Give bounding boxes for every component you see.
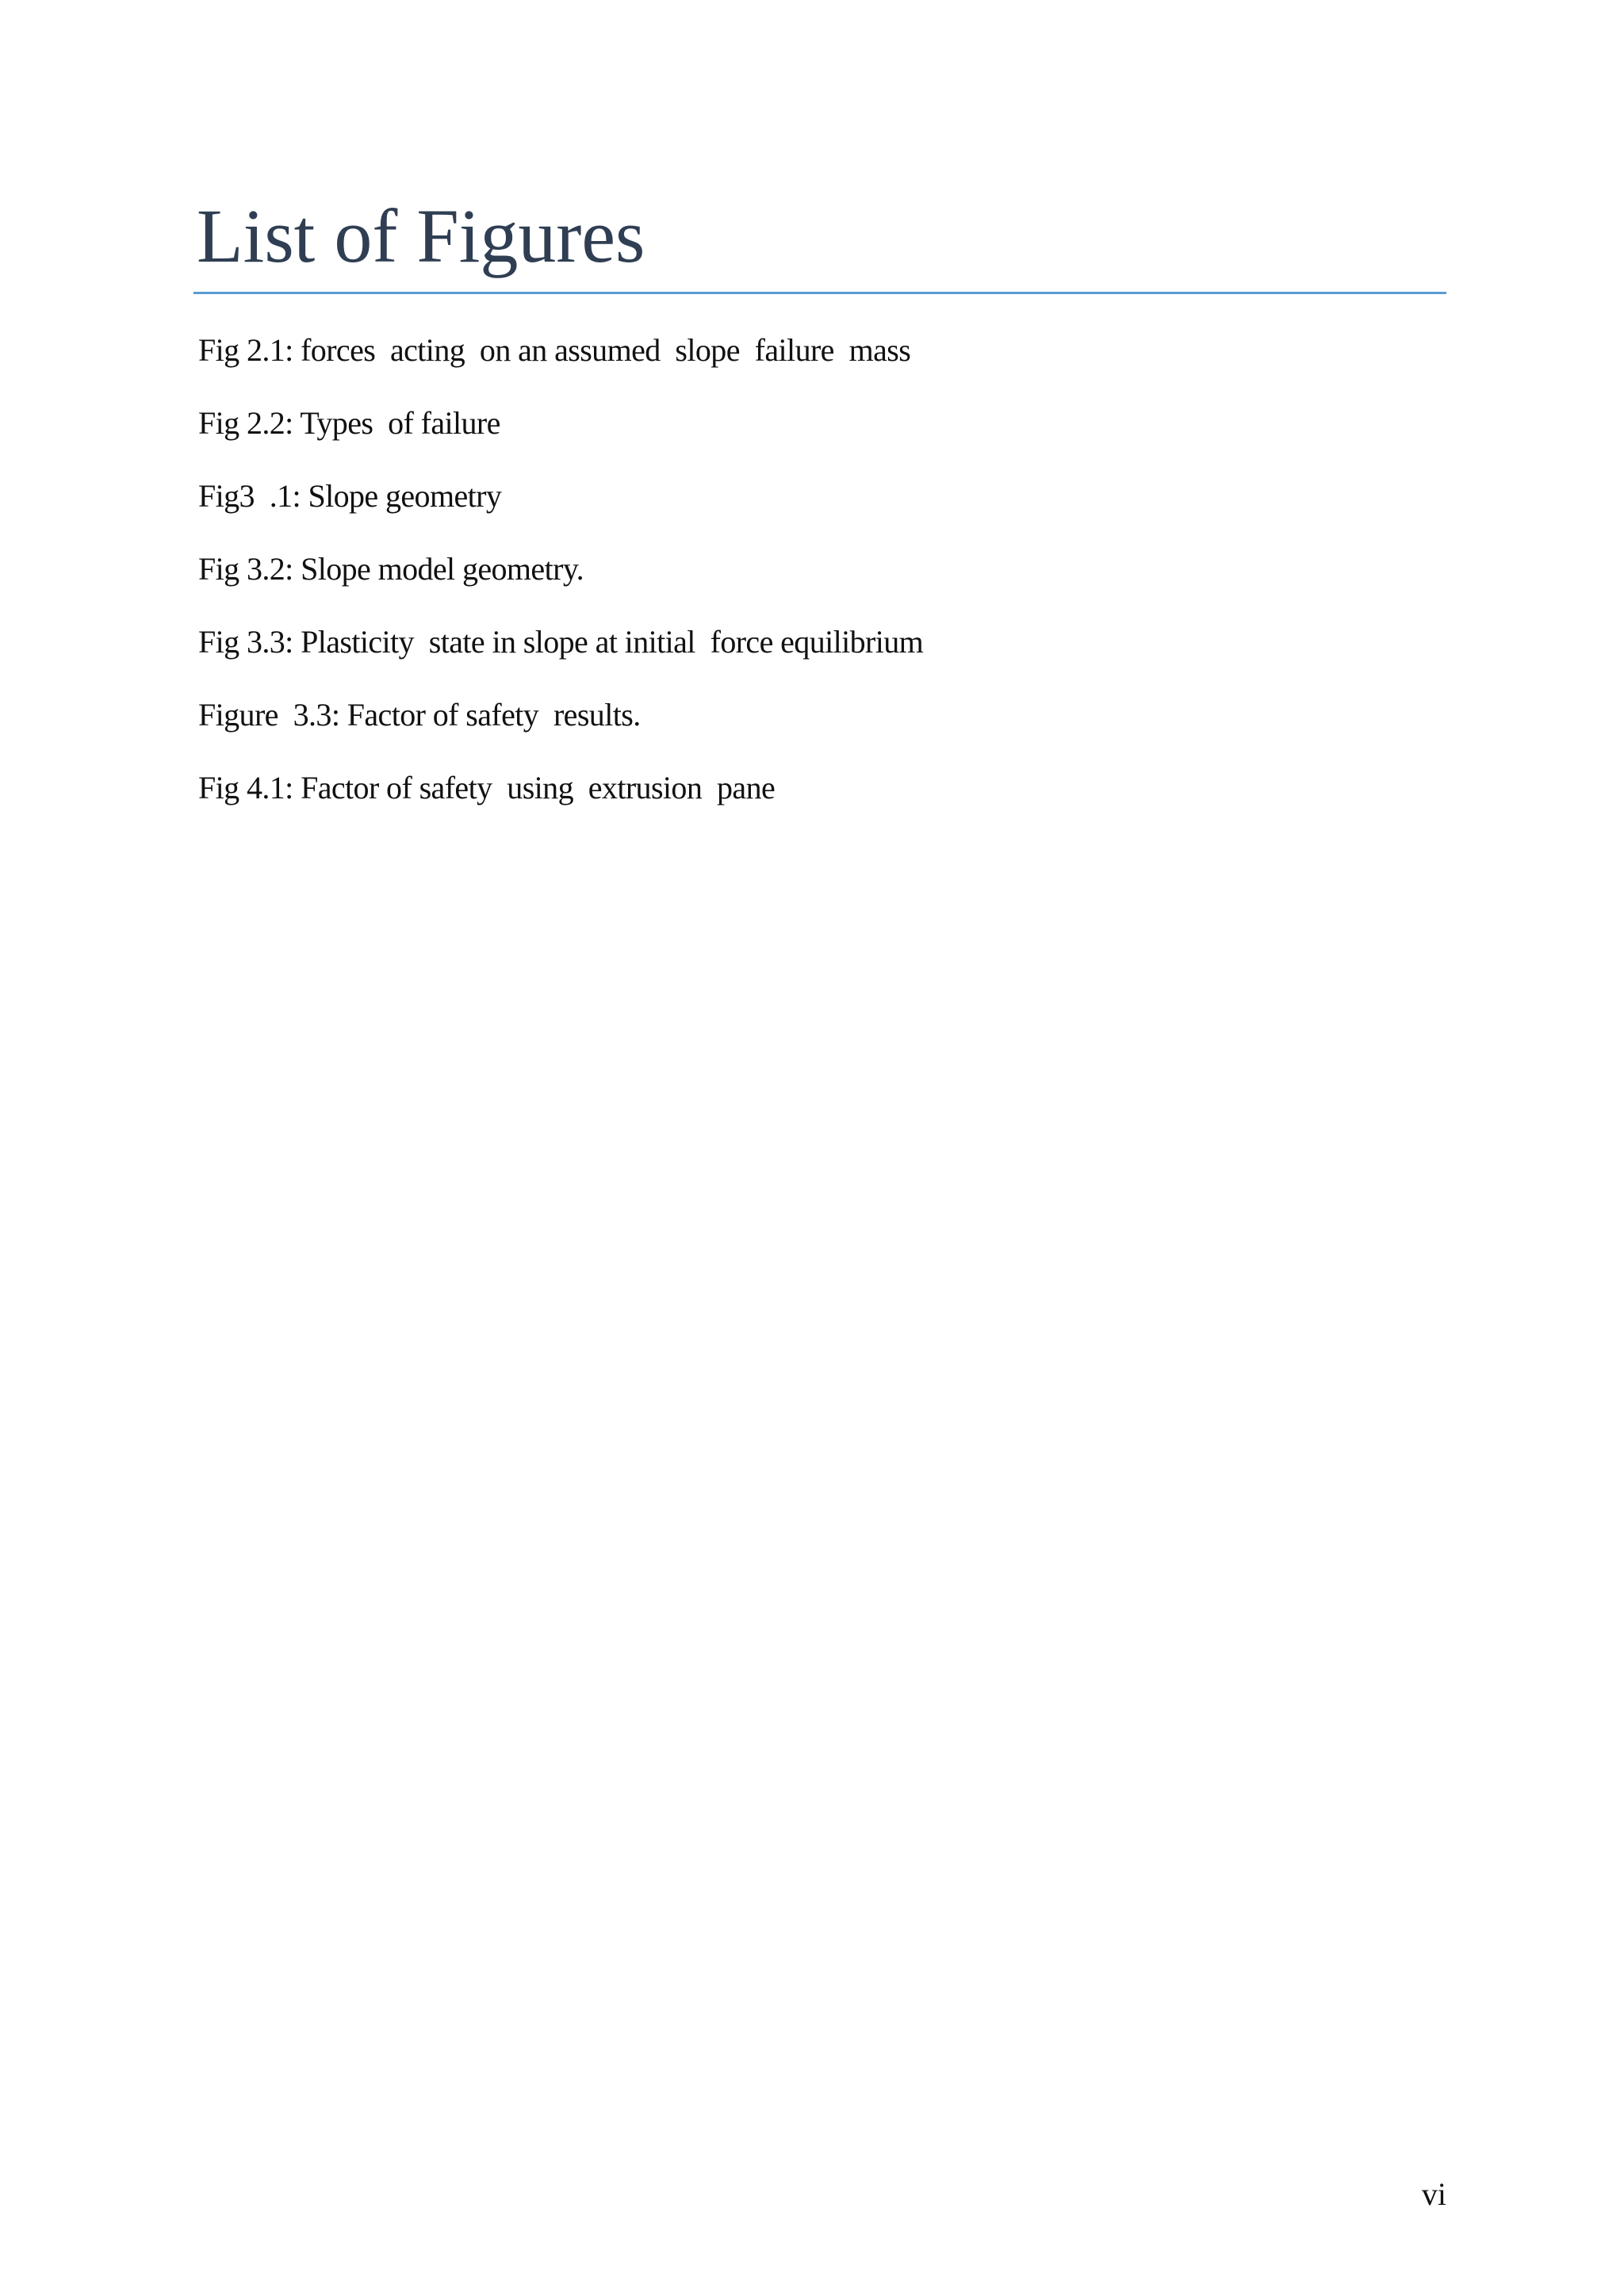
figure-entry: Fig 3.2: Slope model geometry. — [198, 551, 584, 587]
figure-entry: Fig 4.1: Factor of safety using extrusion pane — [198, 770, 776, 806]
page-number: vi — [1421, 2176, 1446, 2212]
figure-entry: Fig 2.2: Types of failure — [198, 405, 500, 441]
figure-entry: Figure 3.3: Factor of safety results. — [198, 697, 641, 733]
figure-entry: Fig 2.1: forces acting on an assumed slope failure mass — [198, 332, 911, 368]
figure-entry: Fig3 .1: Slope geometry — [198, 478, 502, 514]
page-title: List of Figures — [197, 193, 645, 278]
figure-entry: Fig 3.3: Plasticity state in slope at initial force equilibrium — [198, 624, 924, 660]
figure-list — [198, 330, 1435, 840]
title-underline — [193, 292, 1446, 294]
